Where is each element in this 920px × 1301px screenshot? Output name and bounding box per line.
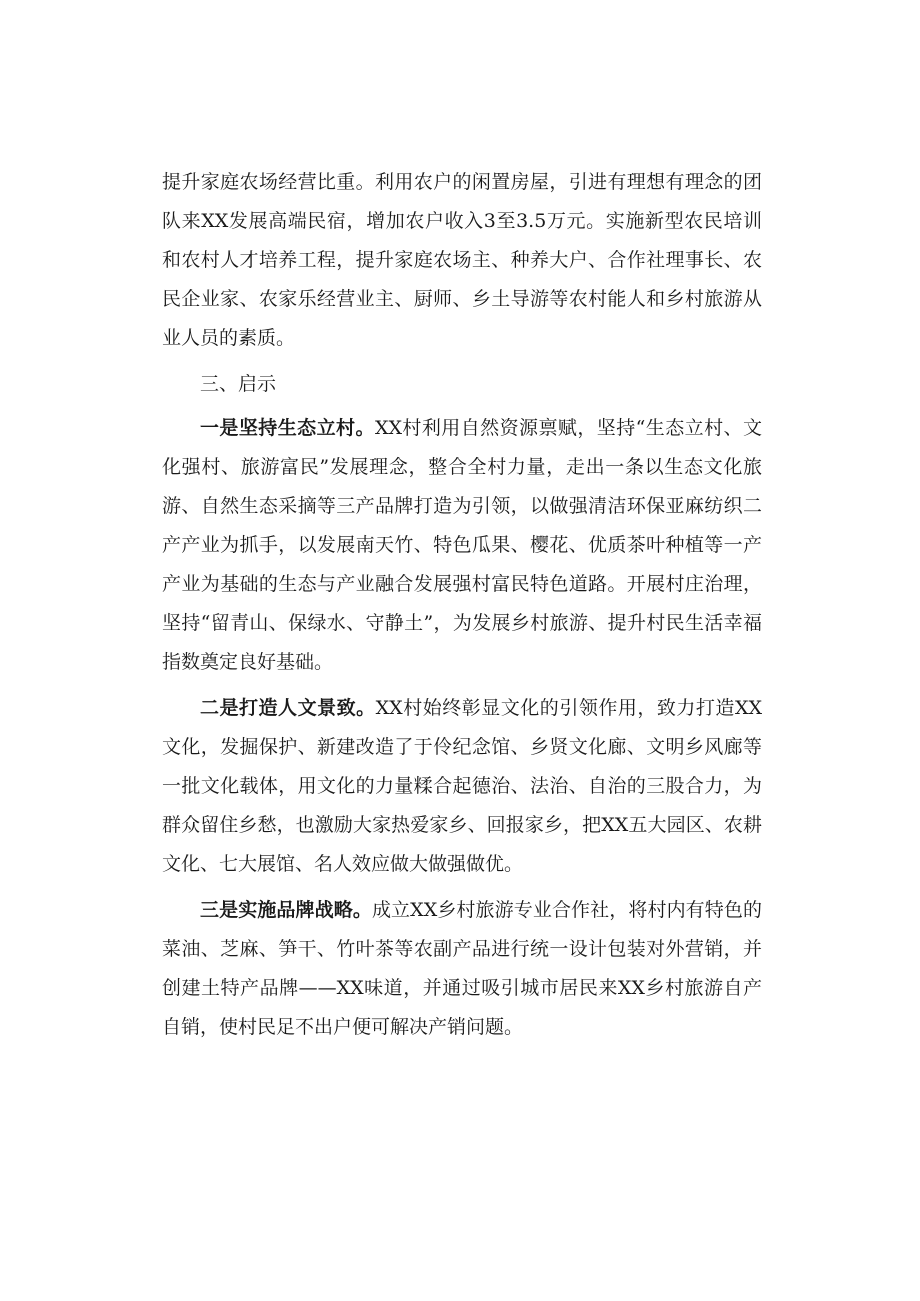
paragraph-culture <box>162 689 762 884</box>
paragraph-brand <box>162 891 762 1047</box>
paragraph-lead: 三是实施品牌战略。 <box>200 899 372 921</box>
section-heading-text: 三、启示 <box>200 373 277 395</box>
paragraph-text: 提升家庭农场经营比重。利用农户的闲置房屋，引进有理想有理念的团队来XX发展高端民宿，增加农户收入3至3.5万元。实施新型农民培训和农村人才培养工程，提升家庭农场主、种养大户、合作社理事长、农民企业家、农家乐经营业主、厨师、乡土导游等农村能人和乡村旅游从业人员的素质。 <box>162 171 762 349</box>
paragraph-ecology <box>162 409 762 682</box>
document-body <box>162 163 762 1054</box>
paragraph-text: XX村利用自然资源禀赋，坚持“生态立村、文化强村、旅游富民”发展理念，整合全村力量，走出一条以生态文化旅游、自然生态采摘等三产品牌打造为引领，以做强清洁环保亚麻纺织二产产业为抓手，以发展南天竹、特色瓜果、樱花、优质茶叶种植等一产产业为基础的生态与产业融合发展强村富民特色道路。开展村庄治理，坚持“留青山、保绿水、守静土”，为发展乡村旅游、提升村民生活幸福指数奠定良好基础。 <box>162 417 762 673</box>
paragraph-lead: 一是坚持生态立村。 <box>200 417 375 439</box>
paragraph-text: XX村始终彰显文化的引领作用，致力打造XX文化，发掘保护、新建改造了于伶纪念馆、乡贤文化廊、文明乡风廊等一批文化载体，用文化的力量糅合起德治、法治、自治的三股合力，为群众留住乡愁，也激励大家热爱家乡、回报家乡，把XX五大园区、农耕文化、七大展馆、名人效应做大做强做优。 <box>162 697 762 875</box>
paragraph-lead: 二是打造人文景致。 <box>200 697 376 719</box>
paragraph-continued <box>162 163 762 358</box>
paragraph-text: 成立XX乡村旅游专业合作社，将村内有特色的菜油、芝麻、笋干、竹叶茶等农副产品进行统一设计包装对外营销，并创建土特产品牌——XX味道，并通过吸引城市居民来XX乡村旅游自产自销，使村民足不出户便可解决产销问题。 <box>162 899 762 1038</box>
section-heading <box>162 365 762 404</box>
